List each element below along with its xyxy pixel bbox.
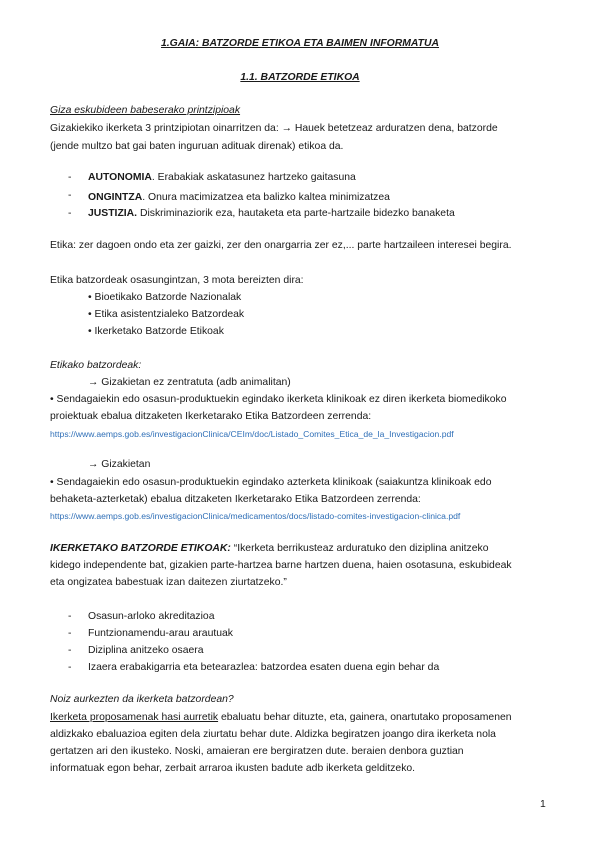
section-heading-ethics-committees: Etikako batzordeak: (50, 360, 142, 371)
paragraph-line: gertatzen ari den ikusteko. Noski, amaieran ere bergiratzen dute. beraien denbora guztian (50, 746, 464, 757)
paragraph-line: kidego independente bat, gizakien parte-hartzea barne hartzen duena, haien osotasuna, eskubideak (50, 560, 512, 571)
dash-bullet: - (68, 662, 72, 673)
dash-bullet: - (68, 645, 72, 656)
list-item-text: . Erabakiak askatasunez hartzeko gaitasuna (151, 172, 356, 183)
list-item: • Ikerketako Batzorde Etikoak (88, 326, 224, 337)
list-item: Osasun-arloko akreditazioa (88, 611, 215, 622)
dash-bullet: - (68, 190, 72, 201)
section-heading-principles: Giza eskubideen babeserako printzipioak (50, 105, 241, 116)
paragraph-line (50, 543, 488, 555)
page-number: 1 (540, 799, 546, 810)
subheading-non-human: → Gizakietan ez zentratuta (adb animalitan) (88, 377, 291, 388)
paragraph-line: informatuak egon behar, zerbait arraroa ikusten badute adb ikerketa gelditzeko. (50, 763, 416, 774)
definition-text: “Ikerketa berrikusteaz arduratuko den diziplina anitzeko (230, 543, 489, 554)
list-item-term: AUTONOMIA (88, 172, 152, 183)
list-item: • Etika asistentzialeko Batzordeak (88, 309, 245, 320)
list-item: Diziplina anitzeko osaera (88, 645, 204, 656)
paragraph-line: eta ongizatea babestuak izan daitezen ziurtatzeko.” (50, 577, 287, 588)
paragraph-line: (jende multzo bat gai baten inguruan adituak direnak) etikoa da. (50, 141, 344, 152)
page-title: 1.GAIA: BATZORDE ETIKOA ETA BAIMEN INFORMATUA (160, 38, 440, 49)
page-subtitle: 1.1. BATZORDE ETIKOA (240, 72, 360, 83)
paragraph-line (50, 712, 512, 724)
paragraph-line: proiektuak ebalua ditzaketen Ikerketarako Etika Batzordeen zerrenda: (50, 411, 372, 422)
paragraph-line: behaketa-azterketak) ebalua ditzaketen Ikerketarako Etika Batzordeen zerrenda: (50, 494, 421, 505)
dash-bullet: - (68, 172, 72, 183)
committees-list-link[interactable]: https://www.aemps.gob.es/investigacionClinica/CEIm/doc/Listado_Comites_Etica_de_la_Investigacion.pdf (50, 429, 454, 439)
list-item (88, 172, 356, 183)
list-item: Izaera erabakigarria eta betearazlea: batzordea esaten duena egin behar da (88, 662, 440, 673)
list-item: Funtzionamendu-arau arautuak (88, 628, 233, 639)
list-item-term: ONGINTZA (88, 192, 143, 203)
clinical-committees-link[interactable]: https://www.aemps.gob.es/investigacionClinica/medicamentos/docs/listado-comites-investigacion-clinica.pdf (50, 511, 461, 521)
dash-bullet: - (68, 611, 72, 622)
list-item-text: Diskriminaziorik eza, hautaketa eta parte-hartzaile bidezko banaketa (137, 208, 455, 219)
list-item: • Bioetikako Batzorde Nazionalak (88, 292, 242, 303)
paragraph-text: ebaluatu behar dituzte, eta, gainera, onartutako proposamenen (218, 712, 512, 723)
ethics-definition: Etika: zer dagoen ondo eta zer gaizki, zer den onargarria zer ez,... parte hartzaileen interesei begira. (50, 240, 512, 251)
list-item (88, 190, 390, 204)
dash-bullet: - (68, 208, 72, 219)
section-heading-research-committees: IKERKETAKO BATZORDE ETIKOAK: (50, 543, 231, 554)
list-item-text: . Onura maꞇimizatzea eta balizko kaltea minimizatzea (142, 192, 390, 203)
list-item-term: JUSTIZIA. (88, 208, 138, 219)
paragraph-line: Gizakiekiko ikerketa 3 printzipiotan oinarritzen da: → Hauek betetzeaz arduratzen dena, batzorde (50, 123, 498, 134)
underlined-phrase: Ikerketa proposamenak hasi aurretik (50, 712, 219, 723)
list-item (88, 208, 455, 219)
paragraph-line: aldizkako ebaluazioa egiten dela ziurtatu behar dute. Aldizka begiratzen joango dira ikerketa nola (50, 729, 496, 740)
types-intro: Etika batzordeak osasungintzan, 3 mota bereizten dira: (50, 275, 304, 286)
paragraph-line: • Sendagaiekin edo osasun-produktuekin egindako azterketa klinikoak (saiakuntza klinikoak edo (50, 477, 492, 488)
section-heading-when: Noiz aurkezten da ikerketa batzordean? (50, 694, 234, 705)
subheading-human: → Gizakietan (88, 459, 151, 470)
paragraph-line: • Sendagaiekin edo osasun-produktuekin egindako ikerketa klinikoak ez diren ikerketa biomedikoko (50, 394, 507, 405)
dash-bullet: - (68, 628, 72, 639)
